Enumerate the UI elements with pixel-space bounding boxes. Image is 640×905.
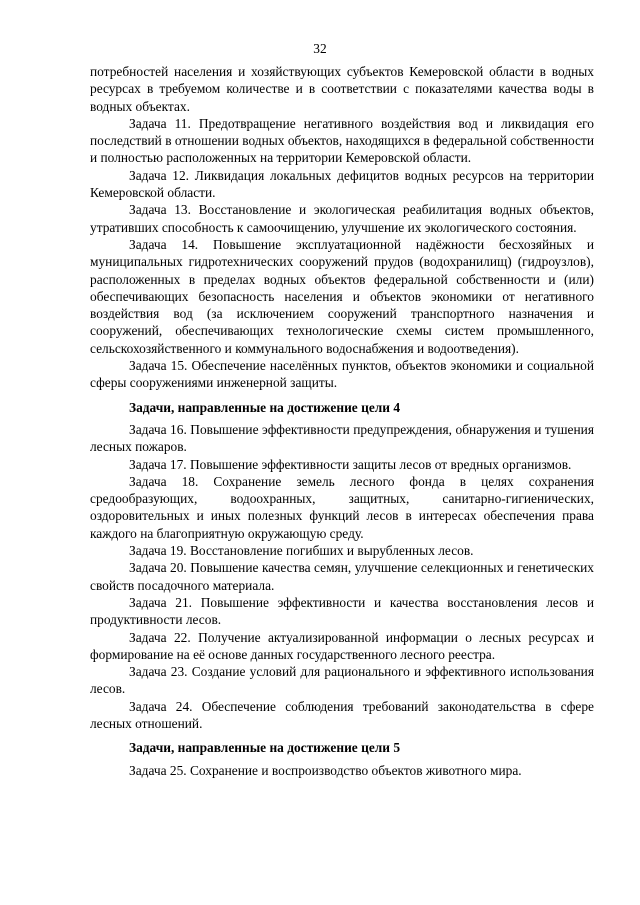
paragraph-continuation: потребностей населения и хозяйствующих субъектов Кемеровской области в водных ресурсах в требуемом количестве и в соответствии с показателями качества воды в водных объектах. <box>90 64 594 114</box>
task-23: Задача 23. Создание условий для рационального и эффективного использования лесов. <box>90 664 594 697</box>
task-25: Задача 25. Сохранение и воспроизводство объектов животного мира. <box>129 762 522 778</box>
task-21: Задача 21. Повышение эффективности и качества восстановления лесов и продуктивности лесов. <box>90 594 594 628</box>
heading-goal-4: Задачи, направленные на достижение цели 4 <box>129 399 401 415</box>
task-12: Задача 12. Ликвидация локальных дефицитов водных ресурсов на территории Кемеровской области. <box>90 167 594 201</box>
task-15: Задача 15. Обеспечение населённых пунктов, объектов экономики и социальной сферы сооружениями инженерной защиты. <box>90 358 594 391</box>
document-body <box>90 63 594 779</box>
task-22: Задача 22. Получение актуализированной информации о лесных ресурсах и формирование на её основе данных государственного лесного реестра. <box>90 629 594 662</box>
task-13: Задача 13. Восстановление и экологическая реабилитация водных объектов, утративших способность к самоочищению, улучшение их экологического состояния. <box>90 202 594 235</box>
task-11: Задача 11. Предотвращение негативного воздействия вод и ликвидация его последствий в отношении водных объектов, находящихся в федеральной собственности и полностью расположенных на территории Кемеровской области. <box>90 115 594 166</box>
page-number: 32 <box>313 41 327 56</box>
task-19: Задача 19. Восстановление погибших и вырубленных лесов. <box>129 543 474 559</box>
task-16: Задача 16. Повышение эффективности предупреждения, обнаружения и тушения лесных пожаров. <box>90 421 594 455</box>
heading-goal-5: Задачи, направленные на достижение цели 5 <box>129 740 401 756</box>
task-18: Задача 18. Сохранение земель лесного фонда в целях сохранения средообразующих, водоохранных, защитных, санитарно-гигиенических, оздоровительных и иных полезных функций лесов в интересах обеспечения права каждого на благоприятную окружающую среду. <box>90 473 594 541</box>
task-17: Задача 17. Повышение эффективности защиты лесов от вредных организмов. <box>129 456 572 472</box>
task-20: Задача 20. Повышение качества семян, улучшение селекционных и генетических свойств посадочного материала. <box>90 560 594 593</box>
task-14: Задача 14. Повышение эксплуатационной надёжности бесхозяйных и муниципальных гидротехнических сооружений прудов (водохранилищ) (гидроузлов), расположенных в пределах водных объектов федеральной собственности и (или) обеспечивающих безопасность населения и объектов экономики от негативного воздействия вод (за исключением сооружений транспортного назначения и сооружений, обеспечивающих технологические схемы систем промышленного, сельскохозяйственного и коммунального водоснабжения и водоотведения). <box>90 236 594 356</box>
task-24: Задача 24. Обеспечение соблюдения требований законодательства в сфере лесных отношений. <box>90 698 594 731</box>
